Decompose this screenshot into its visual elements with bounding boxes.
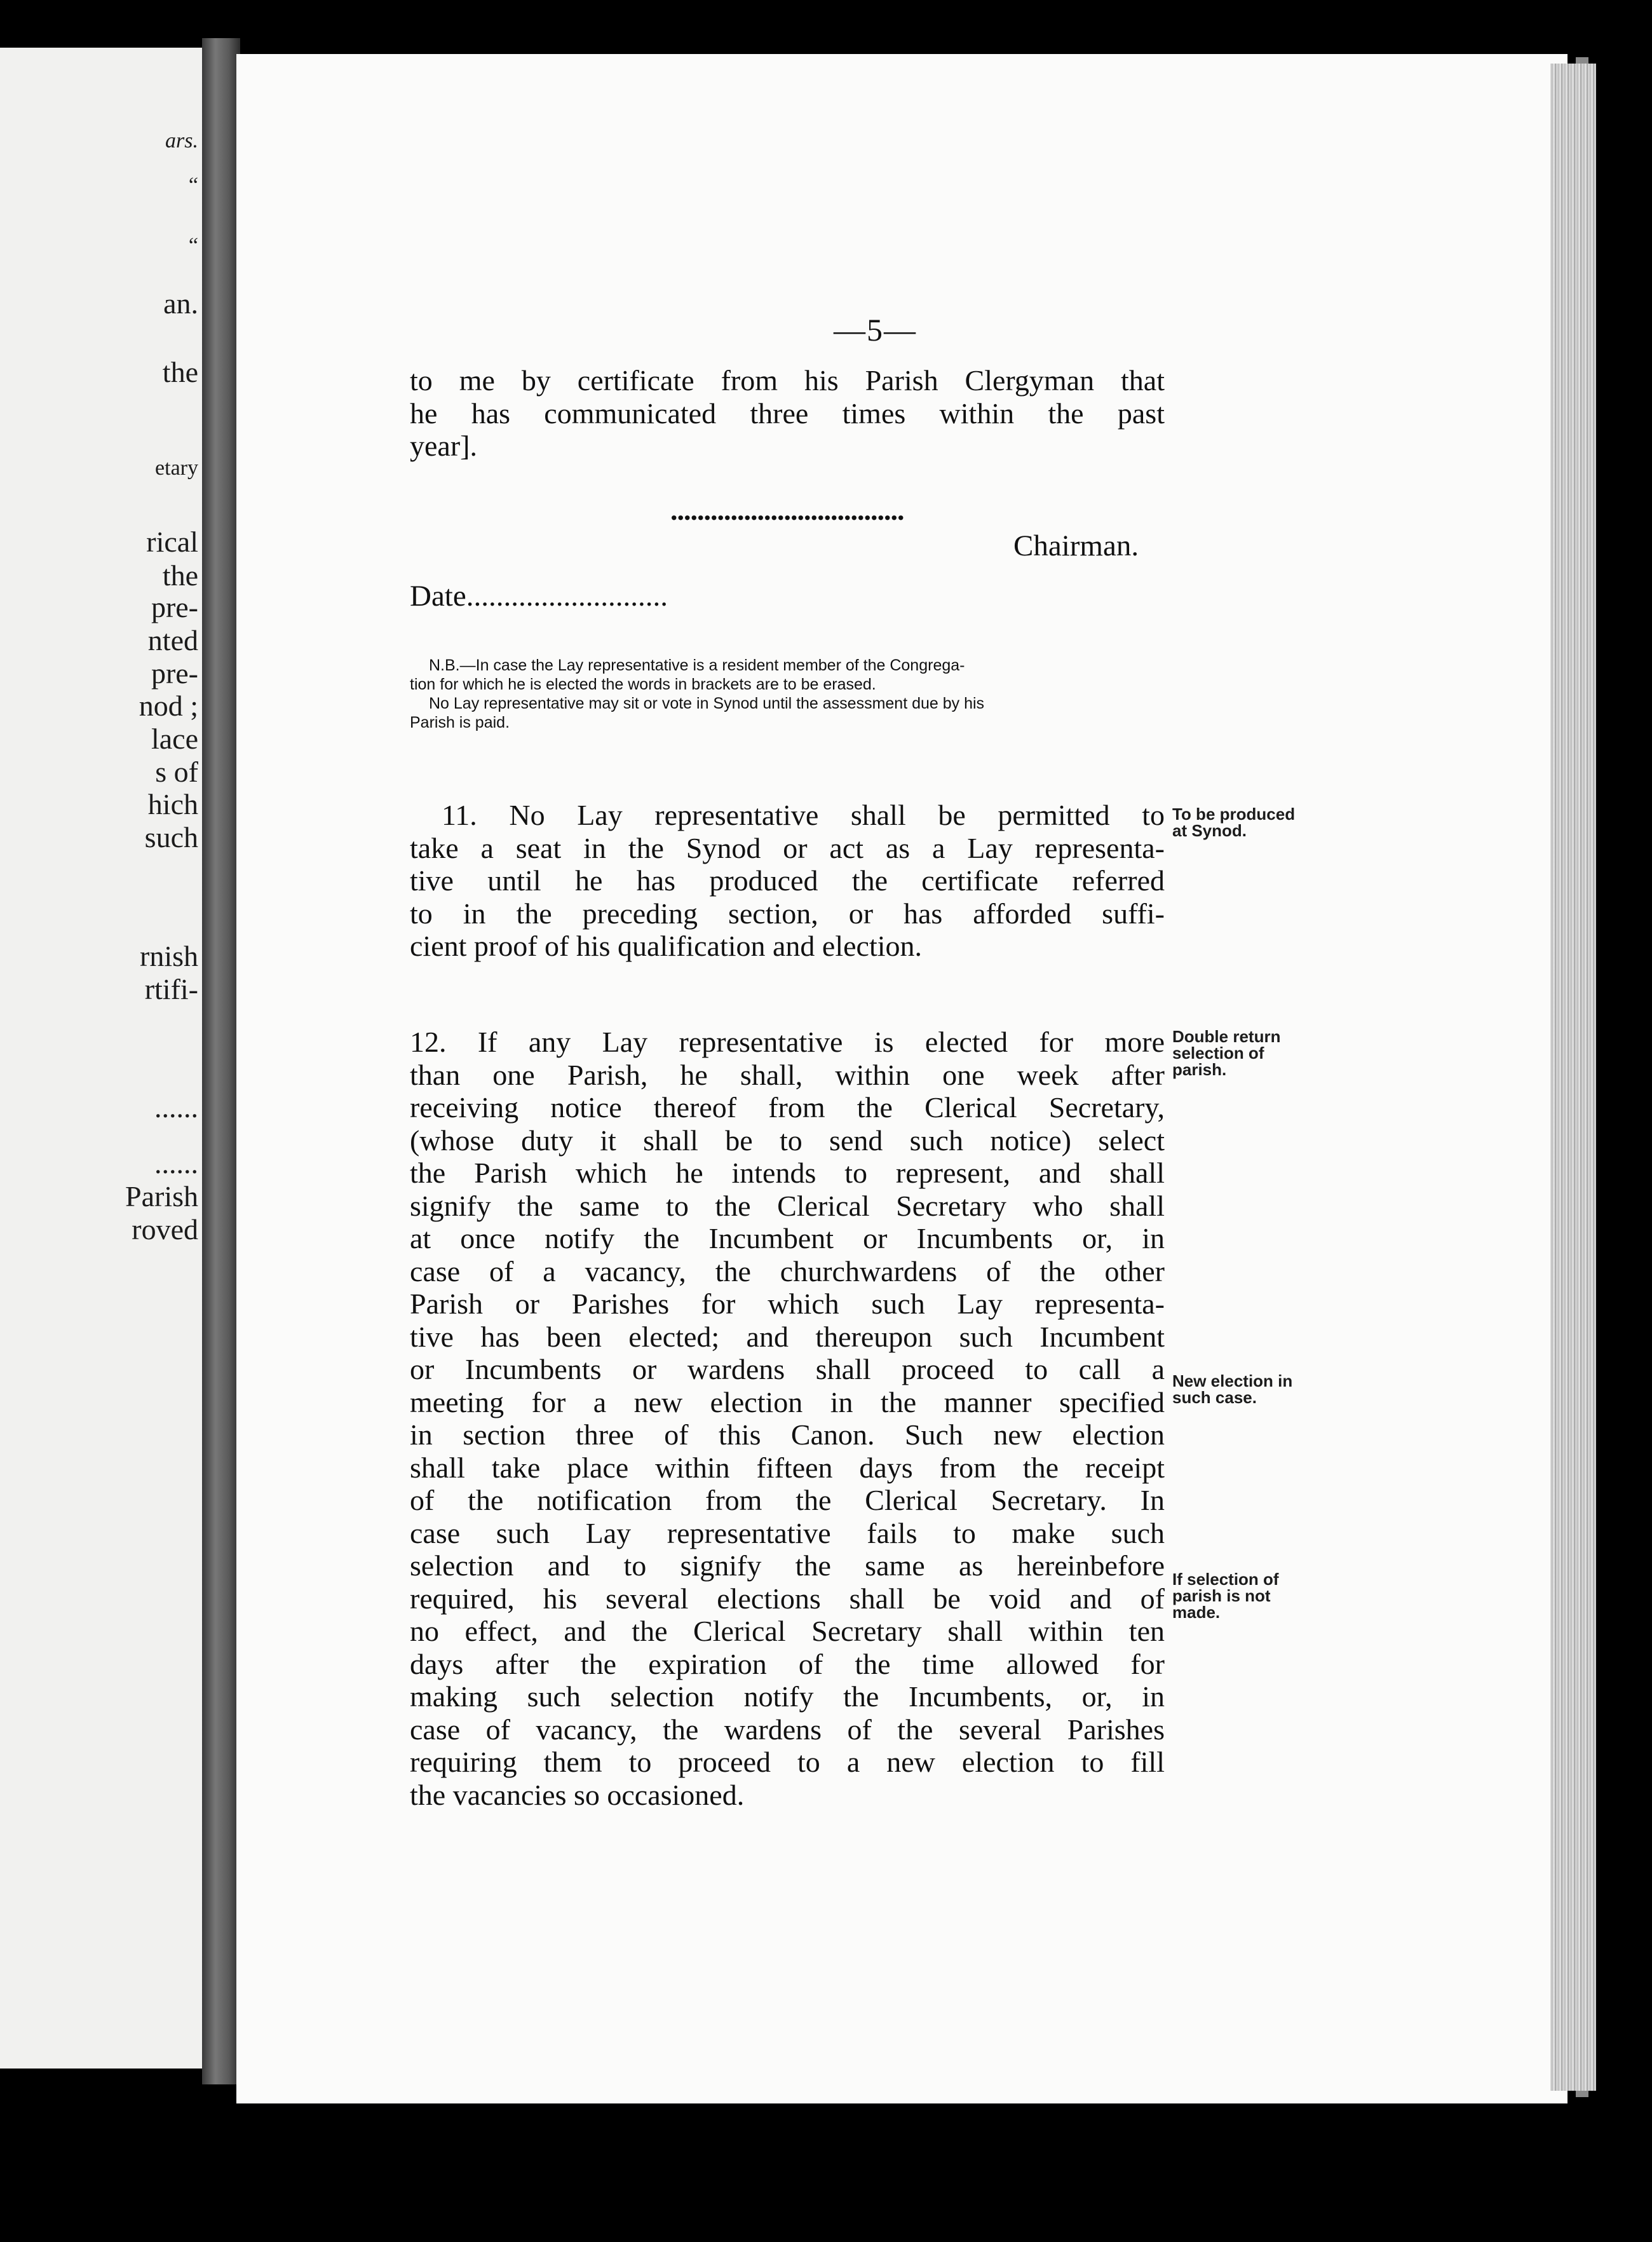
- left-page-fragment: etary: [155, 456, 198, 480]
- section-12-line: of the notification from the Clerical Secretary. In: [410, 1484, 1165, 1516]
- section-12-line: selection and to signify the same as hereinbefore: [410, 1549, 1165, 1582]
- margin-note: [1172, 806, 1295, 839]
- page-block-edges: [1550, 64, 1596, 2091]
- note-line: N.B.—In case the Lay representative is a resident member of the Congrega-: [429, 656, 965, 674]
- section-12-line: days after the expiration of the time allowed for: [410, 1647, 1165, 1680]
- section-12-line: tive has been elected; and thereupon such Incumbent: [410, 1320, 1165, 1353]
- intro-paragraph: [410, 364, 1165, 463]
- section-11-line: 11. No Lay representative shall be permitted to: [442, 799, 1165, 831]
- section-12: [410, 1026, 1165, 1811]
- margin-note-line: To be produced: [1172, 805, 1296, 824]
- left-page-fragment: roved: [132, 1213, 198, 1246]
- section-11-line: take a seat in the Synod or act as a Lay representa-: [410, 831, 1165, 864]
- left-facing-page: [0, 48, 210, 2069]
- left-page-fragment: an.: [163, 287, 198, 320]
- left-page-fragment: pre-: [151, 657, 198, 690]
- margin-note-line: selection of: [1172, 1043, 1264, 1063]
- section-12-line: the Parish which he intends to represent, and shall: [410, 1157, 1165, 1189]
- section-11-line: to in the preceding section, or has afforded suffi-: [410, 897, 1165, 930]
- section-11: [410, 799, 1165, 963]
- intro-line: year].: [410, 430, 477, 462]
- left-page-fragment: rnish: [140, 940, 198, 972]
- margin-note: [1172, 1028, 1280, 1078]
- nb-note: [410, 656, 1165, 732]
- intro-line: to me by certificate from his Parish Clergyman that: [410, 364, 1165, 397]
- section-12-line: no effect, and the Clerical Secretary shall within ten: [410, 1615, 1165, 1647]
- margin-note: [1172, 1373, 1292, 1406]
- note-line: No Lay representative may sit or vote in Synod until the assessment due by his: [429, 695, 985, 712]
- date-field: Date...........................: [410, 580, 668, 613]
- section-12-line: in section three of this Canon. Such new election: [410, 1418, 1165, 1451]
- section-12-line: receiving notice thereof from the Clerical Secretary,: [410, 1091, 1165, 1124]
- section-12-line: at once notify the Incumbent or Incumbents or, in: [410, 1222, 1165, 1254]
- note-line: tion for which he is elected the words in brackets are to be erased.: [410, 676, 876, 693]
- section-12-line: shall take place within fifteen days from the receipt: [410, 1451, 1165, 1484]
- note-line: Parish is paid.: [410, 714, 510, 731]
- left-page-fragment: the: [162, 559, 198, 592]
- margin-note-line: parish is not: [1172, 1586, 1271, 1605]
- left-page-fragment: ......: [154, 1147, 198, 1179]
- left-page-fragment: such: [144, 821, 198, 853]
- margin-note-line: at Synod.: [1172, 821, 1247, 840]
- book-gutter: [202, 38, 240, 2084]
- left-page-fragment: nted: [147, 624, 198, 656]
- margin-note-line: parish.: [1172, 1060, 1227, 1079]
- section-12-line: case of a vacancy, the churchwardens of the other: [410, 1254, 1165, 1287]
- page-number: —5—: [834, 312, 917, 348]
- margin-note-line: made.: [1172, 1603, 1221, 1622]
- margin-note: [1172, 1571, 1279, 1620]
- section-12-line: meeting for a new election in the manner specified: [410, 1385, 1165, 1418]
- left-page-fragment: ......: [154, 1091, 198, 1124]
- section-12-line: required, his several elections shall be void and of: [410, 1582, 1165, 1615]
- margin-note-line: New election in: [1172, 1371, 1293, 1390]
- left-page-fragment: hich: [147, 788, 198, 820]
- left-page-fragment: pre-: [151, 591, 198, 623]
- margin-note-line: If selection of: [1172, 1570, 1279, 1589]
- left-page-fragment: “: [188, 173, 198, 197]
- intro-line: he has communicated three times within the past: [410, 397, 1165, 430]
- section-12-line: making such selection notify the Incumbents, or, in: [410, 1680, 1165, 1713]
- left-page-fragment: rical: [146, 526, 198, 558]
- section-12-line: case such Lay representative fails to make such: [410, 1516, 1165, 1549]
- left-page-fragment: s of: [155, 756, 198, 788]
- section-12-line: the vacancies so occasioned.: [410, 1778, 745, 1811]
- left-page-fragment: lace: [151, 723, 198, 755]
- section-11-line: tive until he has produced the certificate referred: [410, 864, 1165, 897]
- margin-note-line: such case.: [1172, 1388, 1257, 1407]
- section-12-line: (whose duty it shall be to send such notice) select: [410, 1124, 1165, 1157]
- section-12-line: or Incumbents or wardens shall proceed to call a: [410, 1353, 1165, 1385]
- section-12-line: than one Parish, he shall, within one week after: [410, 1058, 1165, 1091]
- section-12-line: requiring them to proceed to a new election to fill: [410, 1746, 1165, 1778]
- left-page-fragment: nod ;: [139, 690, 198, 722]
- section-12-line: 12. If any Lay representative is elected for more: [410, 1026, 1165, 1058]
- left-page-fragment: ars.: [165, 129, 198, 153]
- chairman-label: Chairman.: [1013, 529, 1139, 562]
- left-page-fragment: Parish: [125, 1180, 198, 1213]
- left-page-fragment: the: [162, 356, 198, 388]
- signature-line: ...................................: [670, 494, 904, 526]
- margin-note-line: Double return: [1172, 1027, 1281, 1046]
- left-page-fragment: “: [188, 234, 198, 257]
- section-12-line: Parish or Parishes for which such Lay representa-: [410, 1287, 1165, 1320]
- section-12-line: signify the same to the Clerical Secretary who shall: [410, 1189, 1165, 1222]
- section-12-line: case of vacancy, the wardens of the several Parishes: [410, 1713, 1165, 1746]
- section-11-line: cient proof of his qualification and election.: [410, 930, 923, 962]
- left-page-fragment: rtifi-: [144, 973, 198, 1005]
